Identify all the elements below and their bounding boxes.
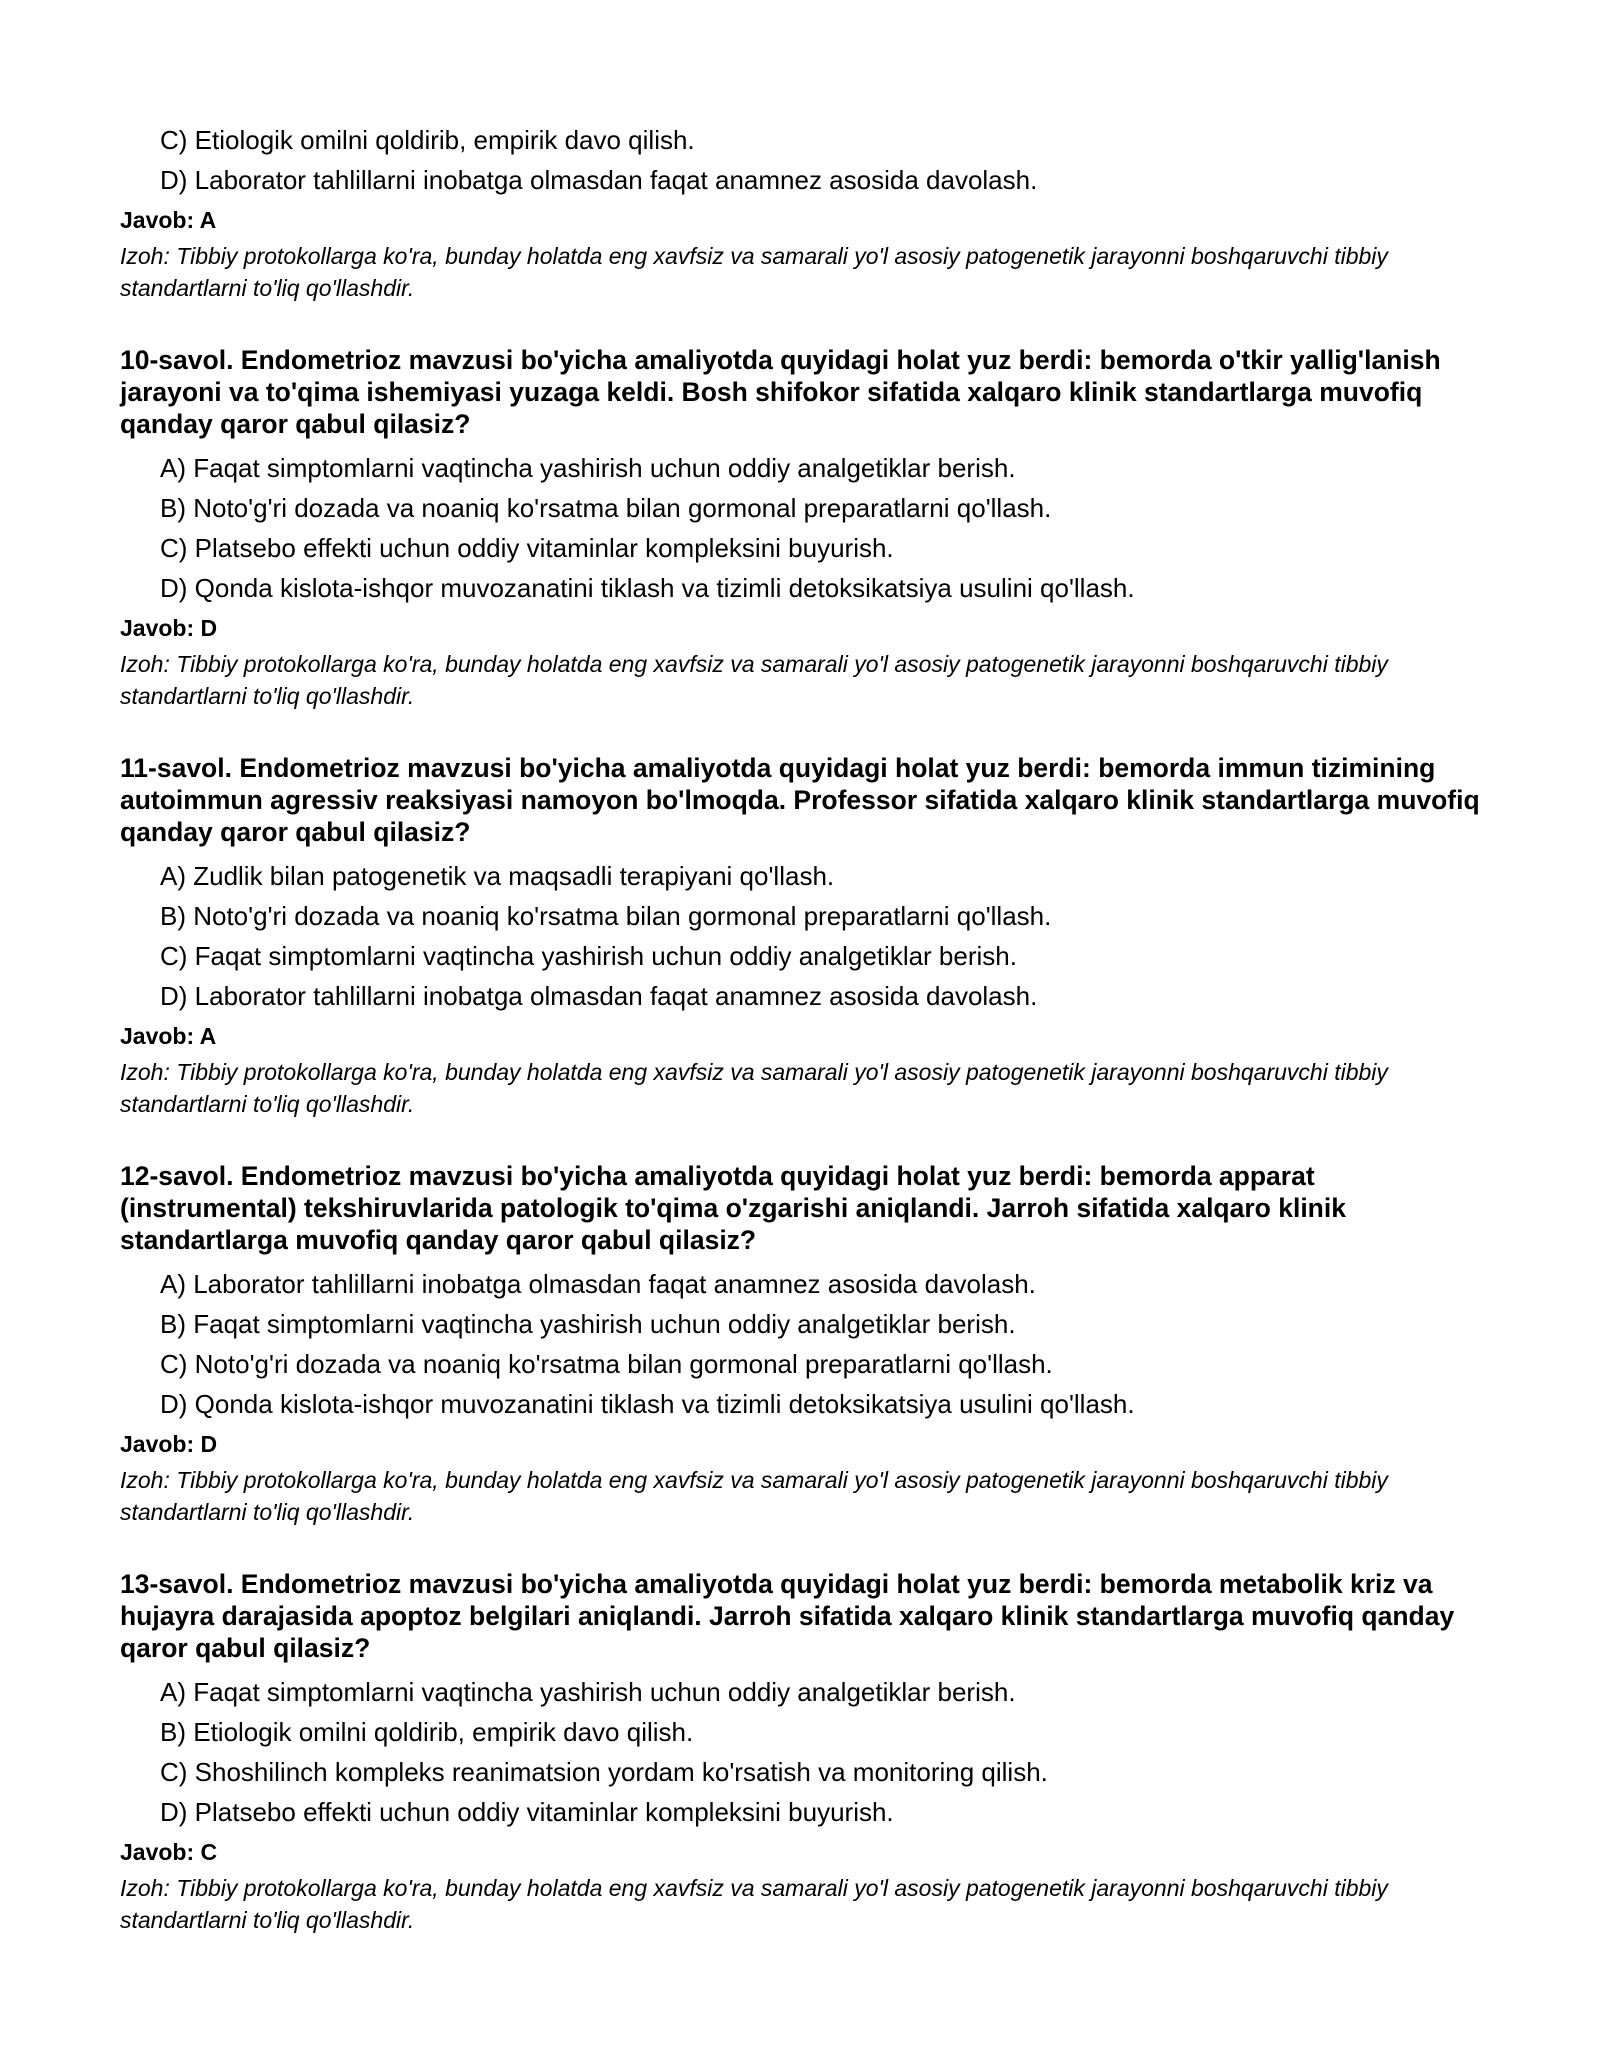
option-a: A) Zudlik bilan patogenetik va maqsadli terapiyani qo'llash. [160,861,835,891]
option-b: B) Faqat simptomlarni vaqtincha yashirish uchun oddiy analgetiklar berish. [160,1309,1016,1339]
option-c: C) Noto'g'ri dozada va noaniq ko'rsatma bilan gormonal preparatlarni qo'llash. [160,1349,1053,1379]
option-c: C) Platsebo effekti uchun oddiy vitaminlar kompleksini buyurish. [160,533,894,563]
option-b: B) Noto'g'ri dozada va noaniq ko'rsatma bilan gormonal preparatlarni qo'llash. [160,901,1052,931]
explanation-note: Izoh: Tibbiy protokollarga ko'ra, bunday holatda eng xavfsiz va samarali yo'l asosiy patogenetik jarayonni boshqaruvchi tibbiy standartlarni to'liq qo'llashdir. [120,1875,1388,1933]
option-d: D) Laborator tahlillarni inobatga olmasdan faqat anamnez asosida davolash. [160,165,1038,195]
question-12 [120,1160,1480,1528]
option-a: A) Faqat simptomlarni vaqtincha yashirish uchun oddiy analgetiklar berish. [160,1677,1016,1707]
question-13 [120,1568,1480,1936]
option-c: C) Faqat simptomlarni vaqtincha yashirish uchun oddiy analgetiklar berish. [160,941,1017,971]
answer-label: Javob: C [120,1839,218,1865]
answer-label: Javob: A [120,1023,217,1049]
question-text: 10-savol. Endometrioz mavzusi bo'yicha amaliyotda quyidagi holat yuz berdi: bemorda o'tkir yallig'lanish jarayoni va to'qima ishemiyasi yuzaga keldi. Bosh shifokor sifatida xalqaro klinik standartlarga muvofiq qanday qaror qabul qilasiz? [120,345,1441,439]
answer-label: Javob: D [120,1431,218,1457]
option-d: D) Qonda kislota-ishqor muvozanatini tiklash va tizimli detoksikatsiya usulini qo'llash. [160,1389,1135,1419]
option-a: A) Laborator tahlillarni inobatga olmasdan faqat anamnez asosida davolash. [160,1269,1036,1299]
answer-label: Javob: A [120,207,217,233]
explanation-note: Izoh: Tibbiy protokollarga ko'ra, bunday holatda eng xavfsiz va samarali yo'l asosiy patogenetik jarayonni boshqaruvchi tibbiy standartlarni to'liq qo'llashdir. [120,1467,1388,1525]
previous-question-continuation [120,120,1480,304]
option-a: A) Faqat simptomlarni vaqtincha yashirish uchun oddiy analgetiklar berish. [160,453,1016,483]
question-text: 12-savol. Endometrioz mavzusi bo'yicha amaliyotda quyidagi holat yuz berdi: bemorda apparat (instrumental) tekshiruvlarida patologik to'qima o'zgarishi aniqlandi. Jarroh sifatida xalqaro klinik standartlarga muvofiq qanday qaror qabul qilasiz? [120,1161,1346,1255]
explanation-note: Izoh: Tibbiy protokollarga ko'ra, bunday holatda eng xavfsiz va samarali yo'l asosiy patogenetik jarayonni boshqaruvchi tibbiy standartlarni to'liq qo'llashdir. [120,243,1388,301]
explanation-note: Izoh: Tibbiy protokollarga ko'ra, bunday holatda eng xavfsiz va samarali yo'l asosiy patogenetik jarayonni boshqaruvchi tibbiy standartlarni to'liq qo'llashdir. [120,651,1388,709]
option-d: D) Platsebo effekti uchun oddiy vitaminlar kompleksini buyurish. [160,1797,894,1827]
question-text: 11-savol. Endometrioz mavzusi bo'yicha amaliyotda quyidagi holat yuz berdi: bemorda immun tizimining autoimmun agressiv reaksiyasi namoyon bo'lmoqda. Professor sifatida xalqaro klinik standartlarga muvofiq qanday qaror qabul qilasiz? [120,753,1480,847]
answer-label: Javob: D [120,615,218,641]
option-d: D) Laborator tahlillarni inobatga olmasdan faqat anamnez asosida davolash. [160,981,1038,1011]
question-11 [120,752,1480,1120]
option-d: D) Qonda kislota-ishqor muvozanatini tiklash va tizimli detoksikatsiya usulini qo'llash. [160,573,1135,603]
document-page [120,120,1480,1936]
option-c: C) Shoshilinch kompleks reanimatsion yordam ko'rsatish va monitoring qilish. [160,1757,1048,1787]
question-text: 13-savol. Endometrioz mavzusi bo'yicha amaliyotda quyidagi holat yuz berdi: bemorda metabolik kriz va hujayra darajasida apoptoz belgilari aniqlandi. Jarroh sifatida xalqaro klinik standartlarga muvofiq qanday qaror qabul qilasiz? [120,1569,1455,1663]
question-10 [120,344,1480,712]
explanation-note: Izoh: Tibbiy protokollarga ko'ra, bunday holatda eng xavfsiz va samarali yo'l asosiy patogenetik jarayonni boshqaruvchi tibbiy standartlarni to'liq qo'llashdir. [120,1059,1388,1117]
option-b: B) Noto'g'ri dozada va noaniq ko'rsatma bilan gormonal preparatlarni qo'llash. [160,493,1052,523]
option-b: B) Etiologik omilni qoldirib, empirik davo qilish. [160,1717,694,1747]
option-c: C) Etiologik omilni qoldirib, empirik davo qilish. [160,125,695,155]
